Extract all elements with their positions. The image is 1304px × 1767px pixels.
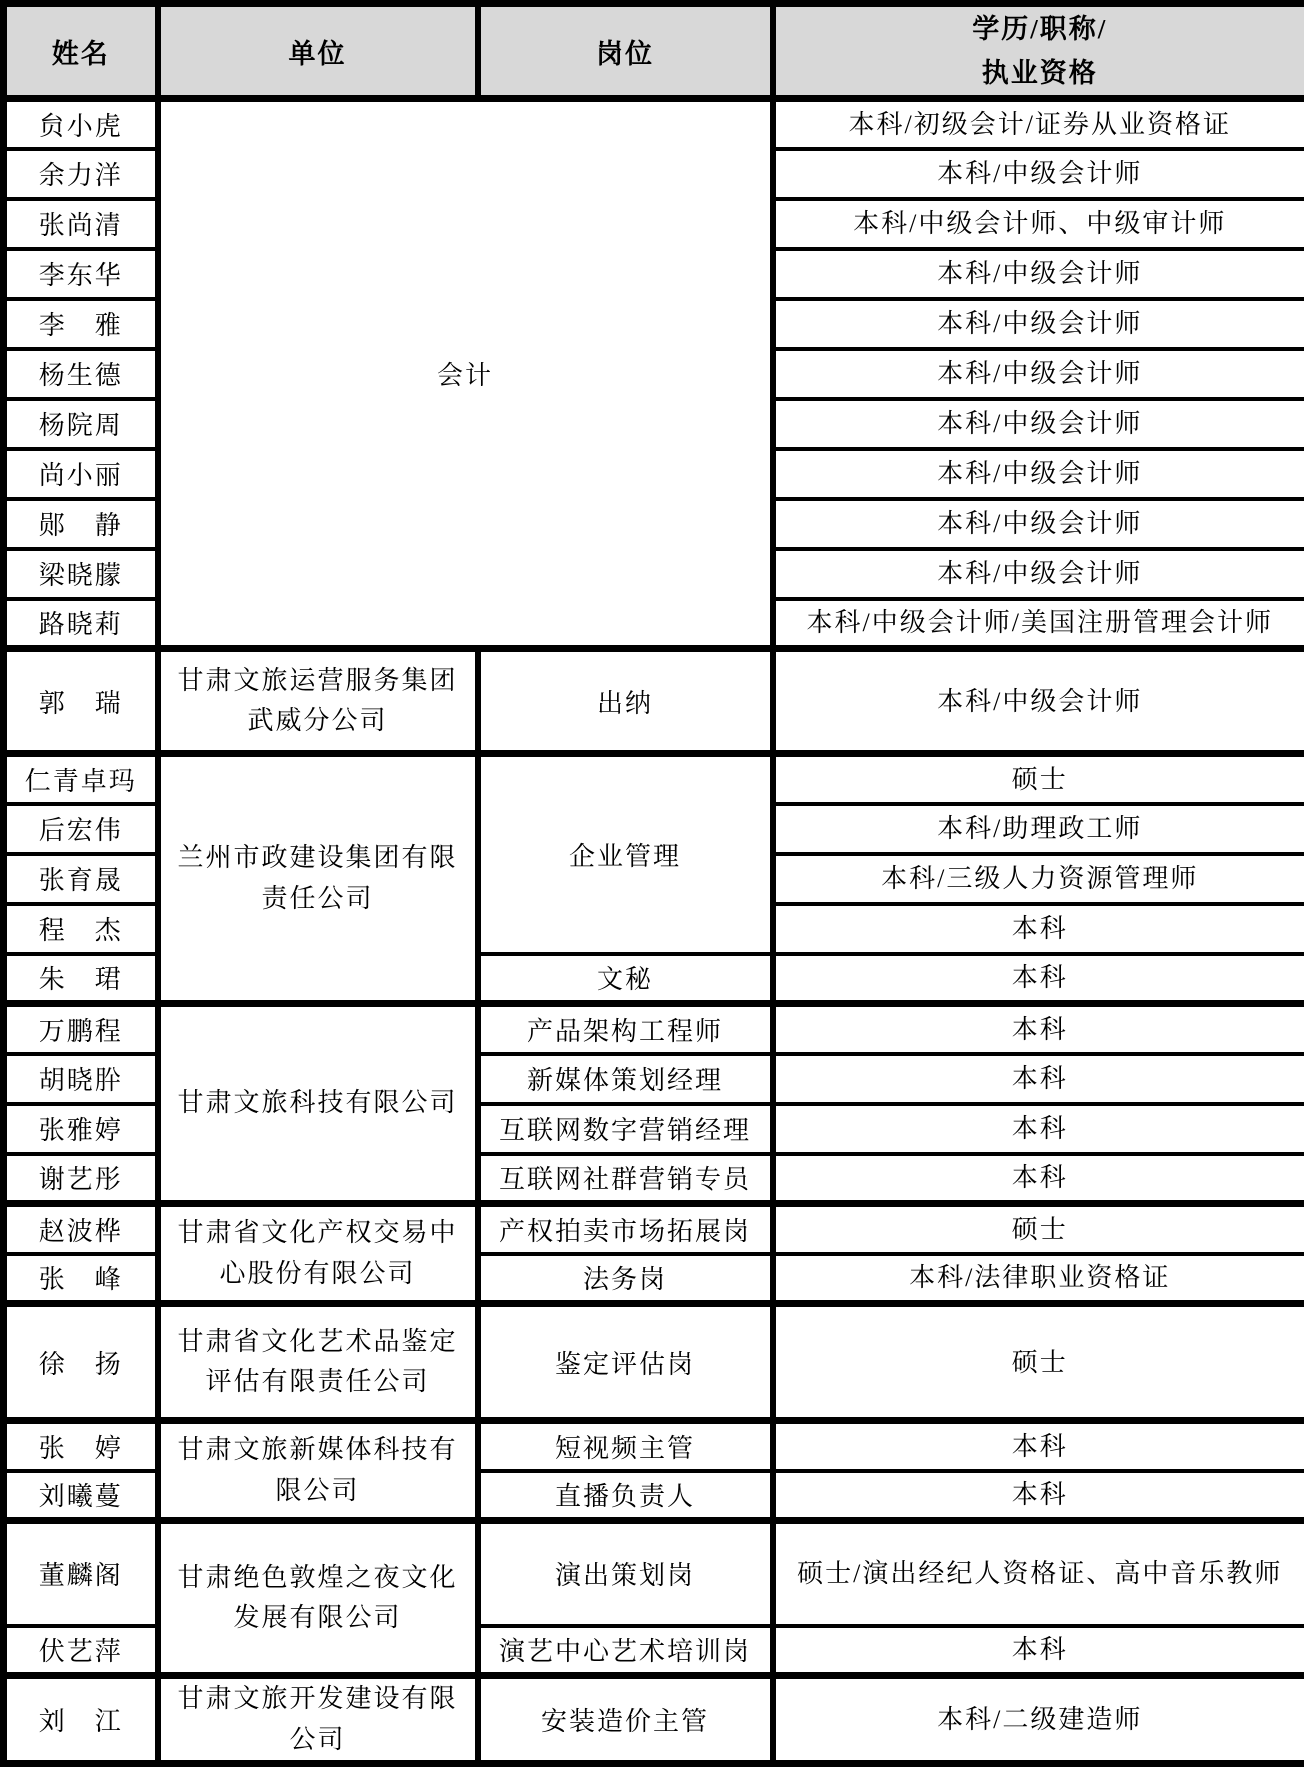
table-row — [4, 1004, 1304, 1054]
qualification-cell: 本科/中级会计师/美国注册管理会计师 — [773, 599, 1304, 649]
table-row — [4, 649, 1304, 754]
position-cell: 文秘 — [478, 954, 773, 1004]
position-cell: 产品架构工程师 — [478, 1004, 773, 1054]
name-cell: 刘 江 — [4, 1676, 158, 1764]
table-row — [4, 1521, 1304, 1626]
name-cell: 后宏伟 — [4, 804, 158, 854]
qualification-cell: 本科/中级会计师 — [773, 499, 1304, 549]
name-cell: 赵波桦 — [4, 1204, 158, 1254]
qualification-cell: 本科/三级人力资源管理师 — [773, 854, 1304, 904]
name-cell: 杨生德 — [4, 349, 158, 399]
table-row — [4, 1676, 1304, 1764]
unit-cell: 甘肃文旅运营服务集团武威分公司 — [158, 649, 478, 754]
table-row — [4, 99, 1304, 149]
merged-unit-position-cell: 会计 — [158, 99, 773, 649]
name-cell: 万鹏程 — [4, 1004, 158, 1054]
position-cell: 互联网数字营销经理 — [478, 1104, 773, 1154]
position-cell: 演艺中心艺术培训岗 — [478, 1626, 773, 1676]
name-cell: 路晓莉 — [4, 599, 158, 649]
name-cell: 张育晟 — [4, 854, 158, 904]
header-position: 岗位 — [478, 4, 773, 99]
unit-cell: 甘肃文旅科技有限公司 — [158, 1004, 478, 1204]
name-cell: 郧 静 — [4, 499, 158, 549]
qualification-cell: 本科/中级会计师 — [773, 649, 1304, 754]
header-row — [4, 4, 1304, 99]
qualification-cell: 硕士 — [773, 754, 1304, 804]
name-cell: 程 杰 — [4, 904, 158, 954]
name-cell: 朱 珺 — [4, 954, 158, 1004]
qualification-cell: 硕士 — [773, 1204, 1304, 1254]
unit-cell: 甘肃绝色敦煌之夜文化发展有限公司 — [158, 1521, 478, 1676]
position-cell: 鉴定评估岗 — [478, 1304, 773, 1421]
position-cell: 互联网社群营销专员 — [478, 1154, 773, 1204]
unit-cell: 甘肃省文化产权交易中心股份有限公司 — [158, 1204, 478, 1304]
position-cell: 短视频主管 — [478, 1421, 773, 1471]
name-cell: 张 峰 — [4, 1254, 158, 1304]
qualification-cell: 本科/中级会计师 — [773, 449, 1304, 499]
qualification-cell: 本科 — [773, 1054, 1304, 1104]
qualification-cell: 本科/中级会计师、中级审计师 — [773, 199, 1304, 249]
unit-cell: 甘肃省文化艺术品鉴定评估有限责任公司 — [158, 1304, 478, 1421]
position-cell: 出纳 — [478, 649, 773, 754]
qualification-cell: 本科/助理政工师 — [773, 804, 1304, 854]
table-row — [4, 1304, 1304, 1421]
table-header — [4, 4, 1304, 99]
qualification-cell: 本科/法律职业资格证 — [773, 1254, 1304, 1304]
name-cell: 张 婷 — [4, 1421, 158, 1471]
position-cell: 新媒体策划经理 — [478, 1054, 773, 1104]
qualification-cell: 本科 — [773, 1626, 1304, 1676]
name-cell: 张雅婷 — [4, 1104, 158, 1154]
qualification-cell: 本科/中级会计师 — [773, 149, 1304, 199]
qualification-cell: 本科 — [773, 1104, 1304, 1154]
header-qualification — [773, 4, 1304, 99]
qualification-cell: 本科 — [773, 904, 1304, 954]
position-cell: 直播负责人 — [478, 1471, 773, 1521]
name-cell: 杨院周 — [4, 399, 158, 449]
qualification-cell: 本科/中级会计师 — [773, 399, 1304, 449]
unit-cell: 甘肃文旅开发建设有限公司 — [158, 1676, 478, 1764]
table-row — [4, 754, 1304, 804]
qualification-cell: 硕士 — [773, 1304, 1304, 1421]
position-cell: 法务岗 — [478, 1254, 773, 1304]
header-qualification-line1: 学历/职称/ — [776, 7, 1304, 51]
header-qualification-line2: 执业资格 — [776, 51, 1304, 95]
position-cell: 企业管理 — [478, 754, 773, 954]
qualification-cell: 本科/初级会计/证券从业资格证 — [773, 99, 1304, 149]
name-cell: 仁青卓玛 — [4, 754, 158, 804]
position-cell: 产权拍卖市场拓展岗 — [478, 1204, 773, 1254]
name-cell: 谢艺彤 — [4, 1154, 158, 1204]
qualification-cell: 本科/中级会计师 — [773, 349, 1304, 399]
name-cell: 胡晓肸 — [4, 1054, 158, 1104]
unit-cell: 兰州市政建设集团有限责任公司 — [158, 754, 478, 1004]
table-body — [4, 99, 1304, 1764]
qualification-cell: 本科 — [773, 1154, 1304, 1204]
name-cell: 李 雅 — [4, 299, 158, 349]
table-row — [4, 1421, 1304, 1471]
qualification-cell: 硕士/演出经纪人资格证、高中音乐教师 — [773, 1521, 1304, 1626]
name-cell: 贠小虎 — [4, 99, 158, 149]
name-cell: 董麟阁 — [4, 1521, 158, 1626]
position-cell: 安装造价主管 — [478, 1676, 773, 1764]
qualification-cell: 本科/中级会计师 — [773, 249, 1304, 299]
name-cell: 梁晓朦 — [4, 549, 158, 599]
qualification-cell: 本科/中级会计师 — [773, 299, 1304, 349]
qualification-cell: 本科 — [773, 954, 1304, 1004]
qualification-cell: 本科/中级会计师 — [773, 549, 1304, 599]
name-cell: 郭 瑞 — [4, 649, 158, 754]
name-cell: 李东华 — [4, 249, 158, 299]
qualification-cell: 本科 — [773, 1004, 1304, 1054]
qualification-cell: 本科 — [773, 1471, 1304, 1521]
name-cell: 刘曦蔓 — [4, 1471, 158, 1521]
name-cell: 张尚清 — [4, 199, 158, 249]
qualification-cell: 本科 — [773, 1421, 1304, 1471]
position-cell: 演出策划岗 — [478, 1521, 773, 1626]
unit-cell: 甘肃文旅新媒体科技有限公司 — [158, 1421, 478, 1521]
header-unit: 单位 — [158, 4, 478, 99]
name-cell: 余力洋 — [4, 149, 158, 199]
name-cell: 伏艺萍 — [4, 1626, 158, 1676]
name-cell: 徐 扬 — [4, 1304, 158, 1421]
header-name: 姓名 — [4, 4, 158, 99]
name-cell: 尚小丽 — [4, 449, 158, 499]
qualification-cell: 本科/二级建造师 — [773, 1676, 1304, 1764]
table-row — [4, 1204, 1304, 1254]
